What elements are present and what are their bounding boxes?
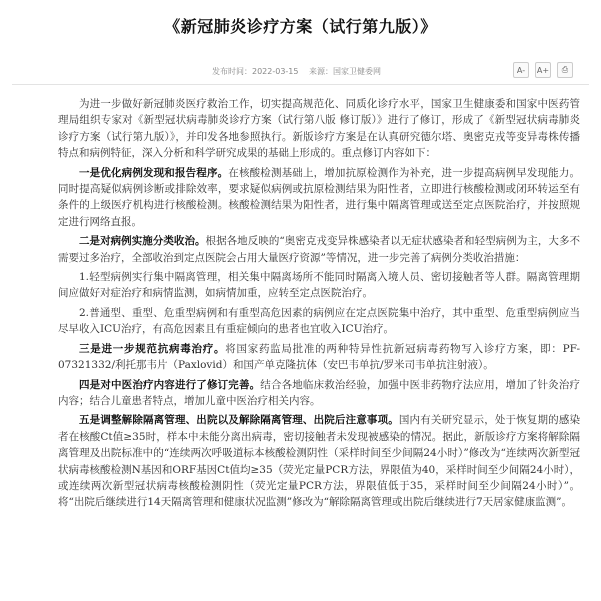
paragraph-5-heading: 五是调整解除隔离管理、出院以及解除隔离管理、出院后注意事项。	[79, 414, 399, 427]
paragraph-4-body: 结合各地临床救治经验，加强中医非药物疗法应用，增加了针灸治疗内容；结合儿童患者特点，增加儿童中医治疗相关内容。	[58, 378, 581, 407]
article-meta	[212, 66, 389, 77]
article-body	[58, 96, 580, 514]
article-tools	[513, 62, 573, 78]
paragraph-1-body: 在核酸检测基础上，增加抗原检测作为补充，进一步提高病例早发现能力。同时提高疑似病例诊断或排除效率，要求疑似病例或抗原检测结果为阳性者，立即进行核酸检测或闭环转运至有条件的上级医疗机构进行核酸检测。核酸检测结果为阳性者，进行集中隔离管理或送至定点医院治疗，并按照规定进行网络直报。	[58, 166, 581, 228]
print-icon[interactable]: ⎙	[557, 62, 573, 78]
paragraph-3	[58, 341, 580, 374]
paragraph-2-body: 根据各地反映的“奥密克戎变异株感染者以无症状感染者和轻型病例为主，大多不需要过多治疗，全部收治到定点医院会占用大量医疗资源”等情况，进一步完善了病例分类收治措施：	[58, 235, 580, 264]
paragraph-3-body: 将国家药监局批准的两种特异性抗新冠病毒药物写入诊疗方案，即：PF-07321332/利托那韦片（Paxlovid）和国产单克隆抗体（安巴韦单抗/罗米司韦单抗注射液）。	[58, 342, 580, 372]
paragraph-5	[58, 412, 580, 510]
paragraph-4	[58, 377, 580, 410]
paragraph-3-heading: 三是进一步规范抗病毒治疗。	[79, 342, 226, 355]
paragraph-2	[58, 233, 580, 266]
paragraph-2-heading: 二是对病例实施分类收治。	[79, 235, 206, 248]
source-label: 来源：国家卫健委网	[309, 67, 382, 76]
font-increase-button[interactable]: A+	[535, 62, 551, 78]
paragraph-1-heading: 一是优化病例发现和报告程序。	[79, 166, 229, 179]
paragraph-1	[58, 165, 580, 231]
paragraph-2-item-2: 2.普通型、重型、危重型病例和有重型高危因素的病例应在定点医院集中治疗，其中重型、危重型病例应当尽早收入ICU治疗，有高危因素且有重症倾向的患者也宜收入ICU治疗。	[58, 306, 580, 336]
intro-paragraph: 为进一步做好新冠肺炎医疗救治工作，切实提高规范化、同质化诊疗水平，国家卫生健康委和国家中医药管理局组织专家对《新型冠状病毒肺炎诊疗方案（试行第八版 修订版）》进行了修订，形成了《新型冠状病毒肺炎诊疗方案（试行第九版）》，并印发各地参照执行。新版诊疗方案是在认真研究德尔塔、奥密克戎等变异毒株传播特点和病例特征，深入分析和科学研究成果的基础上形成的。重点修订内容如下：	[58, 98, 580, 160]
font-decrease-button[interactable]: A-	[513, 62, 529, 78]
publish-time: 发布时间：2022-03-15	[212, 67, 299, 76]
paragraph-5-body: 国内有关研究显示，处于恢复期的感染者在核酸Ct值≥35时，样本中未能分离出病毒，密切接触者未发现被感染的情况。据此，新版诊疗方案将解除隔离管理及出院标准中的“连续两次呼吸道标本核酸检测阴性（采样时间至少间隔24小时）”修改为“连续两次新型冠状病毒核酸检测N基因和ORF基因Ct值均≥35（荧光定量PCR方法，界限值为40，采样时间至少间隔24小时），或连续两次新型冠状病毒核酸检测阴性（荧光定量PCR方法，界限值低于35，采样时间至少间隔24小时）”。将“出院后继续进行14天隔离管理和健康状况监测”修改为“解除隔离管理或出院后继续进行7天居家健康监测”。	[58, 414, 580, 509]
paragraph-4-heading: 四是对中医治疗内容进行了修订完善。	[79, 378, 261, 391]
paragraph-2-item-1: 1.轻型病例实行集中隔离管理，相关集中隔离场所不能同时隔离入境人员、密切接触者等人群。隔离管理期间应做好对症治疗和病情监测，如病情加重，应转至定点医院治疗。	[58, 271, 580, 300]
article-meta-bar	[12, 62, 589, 85]
article-title: 《新冠肺炎诊疗方案（试行第九版）》	[164, 17, 437, 36]
